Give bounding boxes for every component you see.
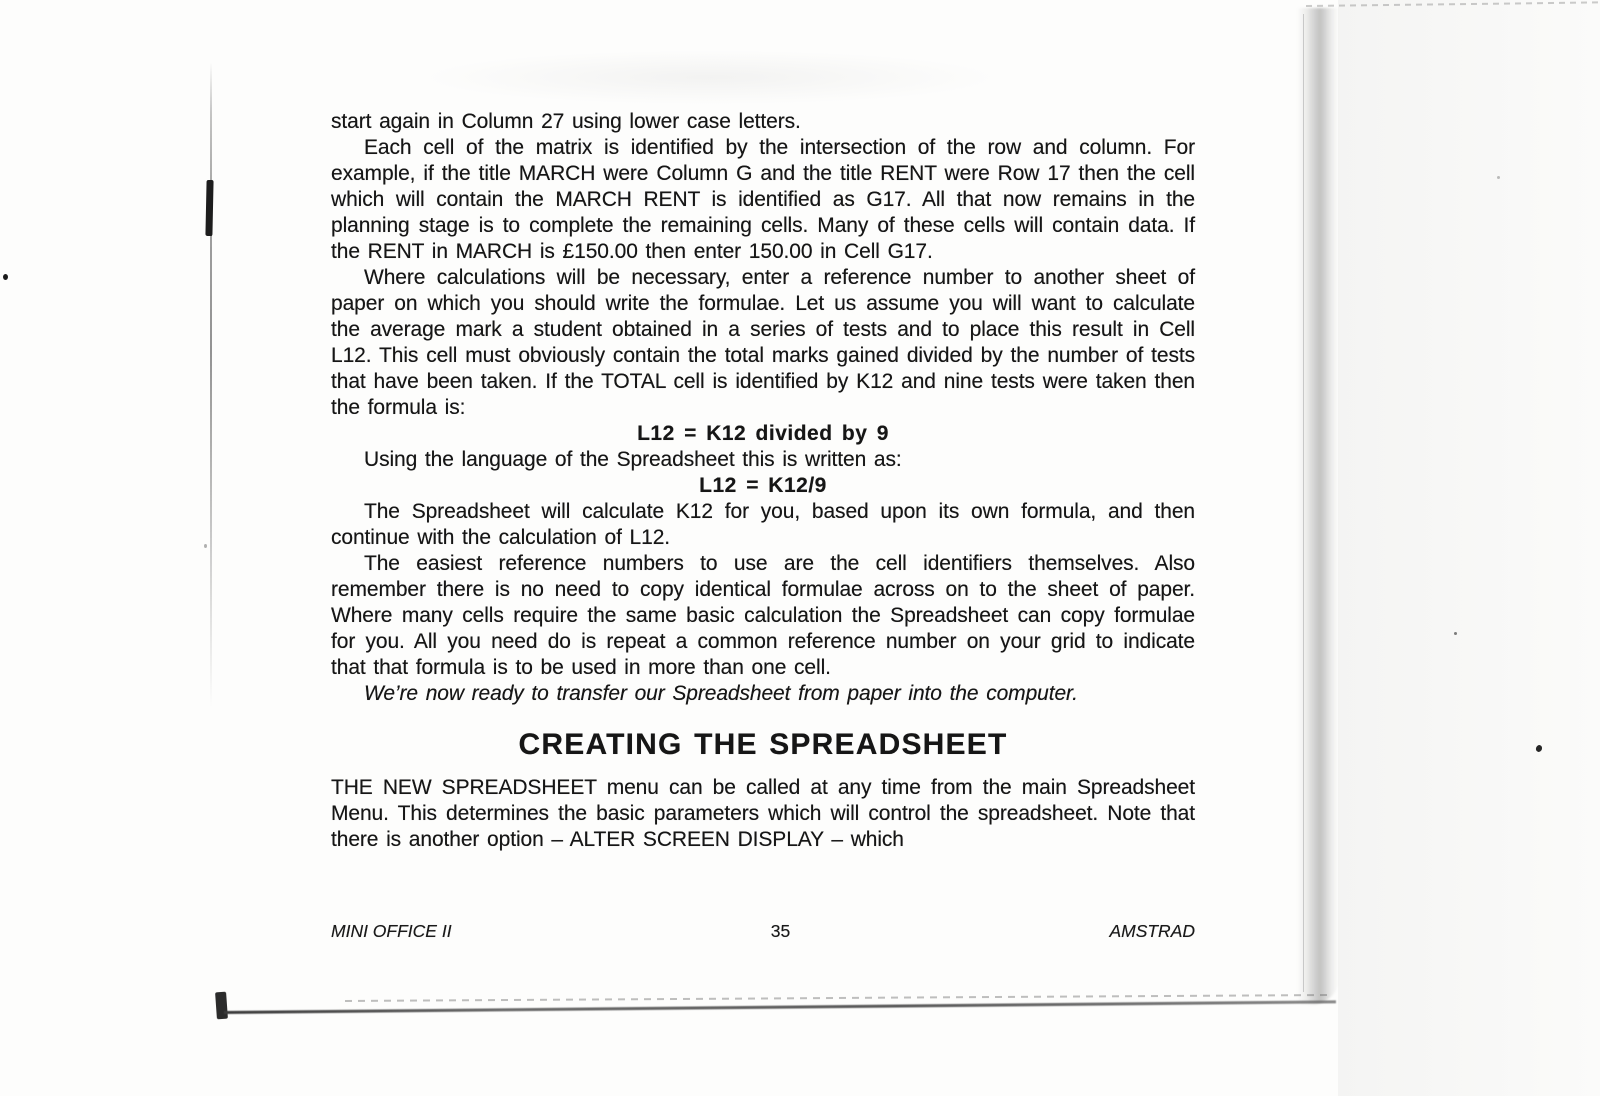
paragraph-reference-numbers: The easiest reference numbers to use are the cell identifiers themselves. Also remember there is no need to copy identical formulae across on to the sheet of paper. Where many cells require the same basic calculation the Spreadsheet can copy formulae for you. All you need do is repeat a common reference number on your grid to indicate that that formula is to be used in more than one cell. xyxy=(331,552,1195,679)
footer-page-number: 35 xyxy=(770,921,791,941)
formula-divided-by-nine: L12 = K12 divided by 9 xyxy=(637,422,889,445)
left-edge-ink-mark xyxy=(205,180,213,236)
paragraph-spreadsheet-language: Using the language of the Spreadsheet this is written as: xyxy=(364,448,902,471)
paragraph-cell-identification: Each cell of the matrix is identified by the intersection of the row and column. For example, if the title MARCH were Column G and the title RENT were Row 17 then the cell which will contain the MARCH RENT is identified as G17. All that now remains in the planning stage is to complete the remaining cells. Many of these cells will contain data. If the RENT in MARCH is £150.00 then enter 150.00 in Cell G17. xyxy=(331,136,1195,263)
footer-book-title: MINI OFFICE II xyxy=(331,921,452,941)
scan-smudge xyxy=(420,50,1000,105)
page-text-column xyxy=(331,109,1195,853)
section-heading-creating-the-spreadsheet: CREATING THE SPREADSHEET xyxy=(518,728,1008,761)
paragraph-continuation: start again in Column 27 using lower case letters. xyxy=(331,110,801,133)
ink-speck xyxy=(1497,176,1500,179)
right-page-edge-line xyxy=(1303,14,1304,992)
bottom-left-corner-mark xyxy=(215,992,228,1020)
paragraph-calculations: Where calculations will be necessary, enter a reference number to another sheet of paper on which you should write the formulae. Let us assume you will want to calculate the average mark a student obtained in a series of tests and to place this result in Cell L12. This cell must obviously contain the total marks gained divided by the number of tests that have been taken. If the TOTAL cell is identified by K12 and nine tests were taken then the formula is: xyxy=(331,266,1195,419)
paragraph-calculate-k12: The Spreadsheet will calculate K12 for you, based upon its own formula, and then continue with the calculation of L12. xyxy=(331,500,1195,549)
underlying-page-edge-area xyxy=(1338,0,1600,1096)
ink-speck xyxy=(1454,632,1457,635)
bottom-page-edge-line xyxy=(224,1000,1336,1014)
formula-k12-over-9: L12 = K12/9 xyxy=(699,474,827,497)
page-footer xyxy=(331,921,1195,942)
ink-speck xyxy=(204,544,207,548)
footer-edition: AMSTRAD xyxy=(1109,921,1195,941)
ink-speck xyxy=(3,274,8,280)
paragraph-new-spreadsheet-menu: THE NEW SPREADSHEET menu can be called at any time from the main Spreadsheet Menu. This determines the basic parameters which will control the spreadsheet. Note that there is another option – ALTER SCREEN DISPLAY – which xyxy=(331,776,1195,851)
paragraph-ready-to-transfer: We’re now ready to transfer our Spreadsheet from paper into the computer. xyxy=(364,682,1078,705)
left-page-edge-line xyxy=(210,62,212,707)
